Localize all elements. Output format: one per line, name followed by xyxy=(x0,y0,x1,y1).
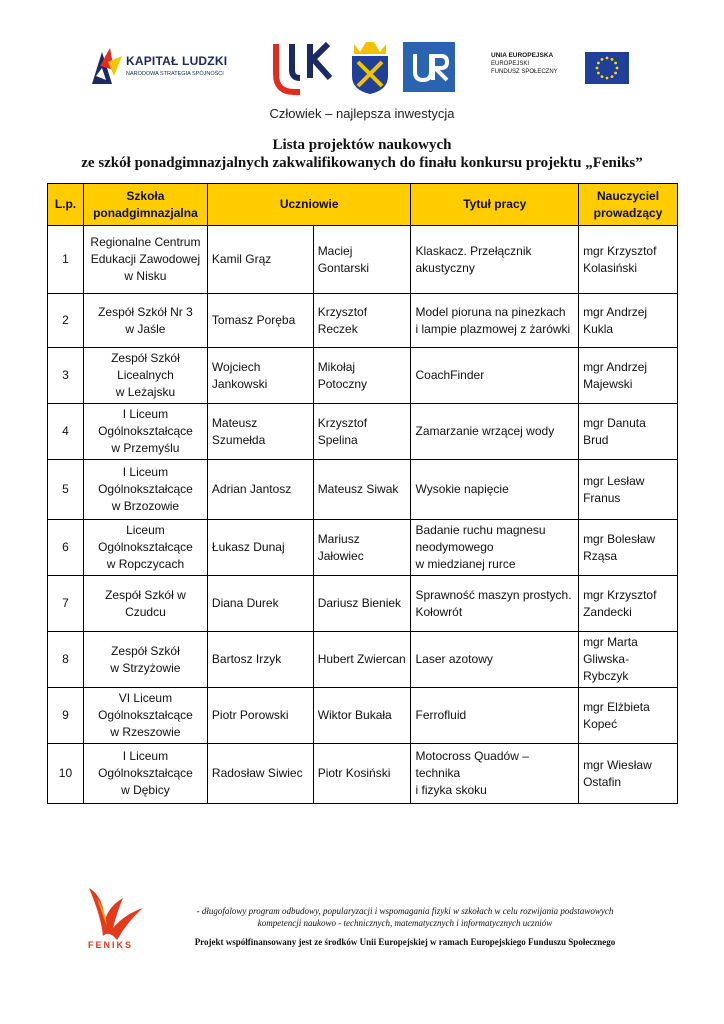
cell-student-1-line: Kamil Grąz xyxy=(211,252,272,266)
cell-title-line: Motocross Quadów – technika xyxy=(415,749,529,780)
table-row xyxy=(48,226,678,294)
cell-student-1-line: Jankowski xyxy=(211,376,268,391)
cell-school-line: Zespół Szkół Licealnych xyxy=(111,351,180,382)
cell-school-line: Edukacji Zawodowej xyxy=(90,252,201,266)
cell-student-1 xyxy=(207,404,313,460)
cell-lp: 8 xyxy=(48,632,84,688)
university-uk-logo-icon xyxy=(270,40,338,96)
cell-student-1-line: Łukasz Dunaj xyxy=(211,540,285,554)
cell-title xyxy=(411,688,579,744)
table-row xyxy=(48,294,678,348)
cell-title xyxy=(411,632,579,688)
cell-school xyxy=(83,632,207,688)
cell-student-2 xyxy=(313,520,411,576)
cell-student-1 xyxy=(207,632,313,688)
cell-student-2-line: Wiktor Bukała xyxy=(317,708,392,722)
cell-title-line: Klaskacz. Przełącznik akustyczny xyxy=(415,243,532,275)
header-title: Tytuł pracy xyxy=(411,184,579,226)
cell-title xyxy=(411,744,579,804)
cell-teacher xyxy=(579,576,678,632)
eu-flag-icon xyxy=(585,52,629,84)
projects-table xyxy=(47,183,678,804)
cell-student-1-line: Tomasz Poręba xyxy=(211,313,296,327)
eu-subtitle-1: EUROPEJSKI xyxy=(491,61,530,67)
program-line-1: - długofalowy program odbudowy, popularyzacji i wspomagania fizyki w szkołach w celu rozwijania podstawowych xyxy=(196,906,614,916)
cell-teacher-line: Rząsa xyxy=(583,548,618,563)
table-row xyxy=(48,576,678,632)
cell-teacher-line: mgr Wiesław xyxy=(583,757,652,772)
cell-school-line: Liceum xyxy=(126,523,165,537)
cofinancing-note: Projekt współfinansowany jest ze środków Unii Europejskiej w ramach Europejskiego Funduszu Społecznego xyxy=(194,937,616,947)
cell-school-line: Ogólnokształcące xyxy=(98,766,193,780)
cell-teacher-line: mgr Andrzej xyxy=(583,359,648,374)
cell-student-2 xyxy=(313,688,411,744)
title-line-2: ze szkół ponadgimnazjalnych zakwalifikowanych do finału konkursu projektu „Feniks” xyxy=(81,155,643,171)
cell-school-line: w Dębicy xyxy=(121,783,170,797)
cell-school-line: w Rzeszowie xyxy=(110,725,181,739)
cell-school-line: w Brzozowie xyxy=(111,499,180,513)
cell-student-2-line: Maciej Gontarski xyxy=(317,243,370,275)
cell-teacher-line: mgr Elżbieta xyxy=(583,699,650,714)
cell-student-1-line: Mateusz Szumełda xyxy=(211,415,266,447)
cell-student-2-line: Mateusz Siwak xyxy=(317,482,399,496)
cell-student-2 xyxy=(313,404,411,460)
cell-teacher xyxy=(579,294,678,348)
cell-student-2-line: Mariusz Jałowiec xyxy=(317,531,364,563)
cell-student-1-line: Wojciech xyxy=(211,359,261,374)
table-row xyxy=(48,404,678,460)
cell-teacher-line: Franus xyxy=(583,490,621,505)
cell-school xyxy=(83,520,207,576)
cell-teacher-line: Kopeć xyxy=(583,716,618,731)
cell-student-2-line: Mikołaj Potoczny xyxy=(317,359,368,391)
cell-teacher-line: mgr Krzysztof xyxy=(583,243,657,258)
cell-teacher-line: Zandecki xyxy=(583,604,632,619)
kapital-ludzki-title: KAPITAŁ LUDZKI xyxy=(126,54,228,68)
program-description xyxy=(170,905,640,929)
cell-student-2-line: Dariusz Bieniek xyxy=(317,596,402,610)
cell-school xyxy=(83,404,207,460)
cell-student-1-line: Radosław Siwiec xyxy=(211,766,303,780)
header-lp: L.p. xyxy=(48,184,84,226)
cell-school xyxy=(83,576,207,632)
cell-title-line: Zamarzanie wrzącej wody xyxy=(415,424,555,438)
header-teacher-line: prowadzący xyxy=(593,205,663,220)
cell-student-2 xyxy=(313,348,411,404)
cell-student-2-line: Krzysztof Reczek xyxy=(317,304,368,336)
cell-lp: 2 xyxy=(48,294,84,348)
table-row xyxy=(48,688,678,744)
cell-school xyxy=(83,294,207,348)
table-row xyxy=(48,520,678,576)
cell-student-1 xyxy=(207,744,313,804)
cell-student-2 xyxy=(313,744,411,804)
cell-student-1 xyxy=(207,688,313,744)
cell-school-line: I Liceum xyxy=(122,749,169,763)
cell-student-2 xyxy=(313,226,411,294)
cell-title-line: i fizyka skoku xyxy=(415,783,487,797)
cell-school-line: Ogólnokształcące xyxy=(98,540,193,554)
cell-student-2 xyxy=(313,294,411,348)
feniks-logo-text: FENIKS xyxy=(88,940,134,950)
document-title xyxy=(0,136,724,172)
cell-lp: 3 xyxy=(48,348,84,404)
university-ur-logo-icon xyxy=(403,42,455,92)
cell-lp: 10 xyxy=(48,744,84,804)
cell-student-1 xyxy=(207,294,313,348)
cell-title xyxy=(411,520,579,576)
cell-title-line: Kołowrót xyxy=(415,604,463,619)
logo-bar xyxy=(0,38,724,102)
cell-school-line: I Liceum xyxy=(122,407,169,421)
cell-teacher xyxy=(579,226,678,294)
table-row xyxy=(48,348,678,404)
cell-school-line: I Liceum xyxy=(122,465,169,479)
cell-school-line: w Przemyślu xyxy=(111,441,180,455)
cell-title-line: Ferrofluid xyxy=(415,708,467,722)
cell-title-line: CoachFinder xyxy=(415,368,485,382)
cell-student-1 xyxy=(207,576,313,632)
cell-lp: 9 xyxy=(48,688,84,744)
cell-teacher xyxy=(579,348,678,404)
cell-school xyxy=(83,348,207,404)
cell-student-1 xyxy=(207,520,313,576)
cell-student-2-line: Piotr Kosiński xyxy=(317,766,391,780)
cell-teacher xyxy=(579,520,678,576)
cell-student-1 xyxy=(207,348,313,404)
header-teacher xyxy=(579,184,678,226)
cell-school-line: w Nisku xyxy=(124,269,167,283)
cell-teacher xyxy=(579,460,678,520)
cell-student-2-line: Krzysztof Spelina xyxy=(317,415,368,447)
cell-student-1 xyxy=(207,460,313,520)
cell-student-1-line: Diana Durek xyxy=(211,596,279,610)
cell-teacher-line: mgr Bolesław xyxy=(583,531,656,546)
cell-title-line: Badanie ruchu magnesu xyxy=(415,523,546,537)
cell-teacher-line: mgr Andrzej Kukla xyxy=(583,304,648,336)
cell-student-2 xyxy=(313,460,411,520)
cell-school-line: w Leżajsku xyxy=(115,385,176,399)
kapital-ludzki-subtitle: NARODOWA STRATEGIA SPÓJNOŚCI xyxy=(126,71,224,77)
cell-teacher-line: Gliwska-Rybczyk xyxy=(583,652,630,683)
cell-school xyxy=(83,226,207,294)
table-header-row xyxy=(48,184,678,226)
eu-title: UNIA EUROPEJSKA xyxy=(491,52,554,59)
cell-lp: 1 xyxy=(48,226,84,294)
cell-teacher-line: Ostafin xyxy=(583,774,622,789)
cell-student-1 xyxy=(207,226,313,294)
cell-student-2-line: Hubert Zwiercan xyxy=(317,652,406,666)
kapital-ludzki-star-icon xyxy=(92,46,122,86)
cell-title xyxy=(411,460,579,520)
cell-school-line: VI Liceum xyxy=(118,691,173,705)
cell-school-line: Ogólnokształcące xyxy=(98,482,193,496)
cell-school-line: Regionalne Centrum xyxy=(90,235,201,249)
program-line-2: kompetencji naukowo - technicznych, matematycznych i informatycznych uczniów xyxy=(257,918,553,928)
cell-title xyxy=(411,294,579,348)
cell-title xyxy=(411,348,579,404)
header-students: Uczniowie xyxy=(207,184,411,226)
cell-title xyxy=(411,576,579,632)
cell-teacher xyxy=(579,404,678,460)
motto: Człowiek – najlepsza inwestycja xyxy=(269,106,455,121)
cell-lp: 6 xyxy=(48,520,84,576)
cell-title-line: i lampie plazmowej z żarówki xyxy=(415,321,571,336)
title-line-1: Lista projektów naukowych xyxy=(272,137,452,153)
cell-teacher-line: Kolasiński xyxy=(583,260,638,275)
cell-lp: 7 xyxy=(48,576,84,632)
cell-title-line: neodymowego xyxy=(415,540,494,554)
table-row xyxy=(48,744,678,804)
cell-school xyxy=(83,744,207,804)
cell-teacher xyxy=(579,744,678,804)
cell-teacher xyxy=(579,632,678,688)
eu-subtitle-2: FUNDUSZ SPOŁECZNY xyxy=(491,69,558,75)
cell-teacher-line: mgr Lesław xyxy=(583,473,645,488)
cell-school-line: w Ropczycach xyxy=(106,557,185,571)
cell-student-1-line: Adrian Jantosz xyxy=(211,482,292,496)
cell-title xyxy=(411,226,579,294)
header-teacher-line: Nauczyciel xyxy=(597,188,660,203)
kapital-ludzki-logo xyxy=(92,46,242,88)
cell-lp: 5 xyxy=(48,460,84,520)
cell-teacher-line: mgr Krzysztof xyxy=(583,587,657,602)
cell-teacher-line: mgr Marta xyxy=(583,635,638,649)
cell-school-line: Ogólnokształcące xyxy=(98,424,193,438)
cell-title xyxy=(411,404,579,460)
cell-student-2 xyxy=(313,576,411,632)
cell-school-line: Ogólnokształcące xyxy=(98,708,193,722)
table-row xyxy=(48,632,678,688)
cell-title-line: Laser azotowy xyxy=(415,652,493,666)
cell-school xyxy=(83,688,207,744)
header-school-line: Szkoła xyxy=(126,188,165,203)
table-body xyxy=(48,226,678,804)
eu-fund-logo xyxy=(483,46,633,92)
cell-school xyxy=(83,460,207,520)
cell-lp: 4 xyxy=(48,404,84,460)
cell-school-line: w Strzyżowie xyxy=(110,660,181,675)
coat-of-arms-icon xyxy=(346,40,394,96)
cell-title-line: Wysokie napięcie xyxy=(415,482,509,496)
cell-teacher xyxy=(579,688,678,744)
cell-title-line: w miedzianej rurce xyxy=(415,557,516,571)
cell-title-line: Model pioruna na pinezkach xyxy=(415,304,566,319)
table-row xyxy=(48,460,678,520)
header-school-line: ponadgimnazjalna xyxy=(93,205,198,220)
cell-title-line: Sprawność maszyn prostych. xyxy=(415,587,572,602)
cell-student-1-line: Piotr Porowski xyxy=(211,708,289,722)
cell-school-line: Zespół Szkół Nr 3 xyxy=(98,304,193,319)
cell-school-line: w Jaśle xyxy=(125,321,166,336)
cell-teacher-line: mgr Danuta Brud xyxy=(583,415,646,447)
cell-student-1-line: Bartosz Irzyk xyxy=(211,652,282,666)
cell-student-2 xyxy=(313,632,411,688)
header-school xyxy=(83,184,207,226)
cell-teacher-line: Majewski xyxy=(583,376,633,391)
cell-school-line: Zespół Szkół w Czudcu xyxy=(105,587,186,619)
cell-school-line: Zespół Szkół xyxy=(111,643,180,658)
